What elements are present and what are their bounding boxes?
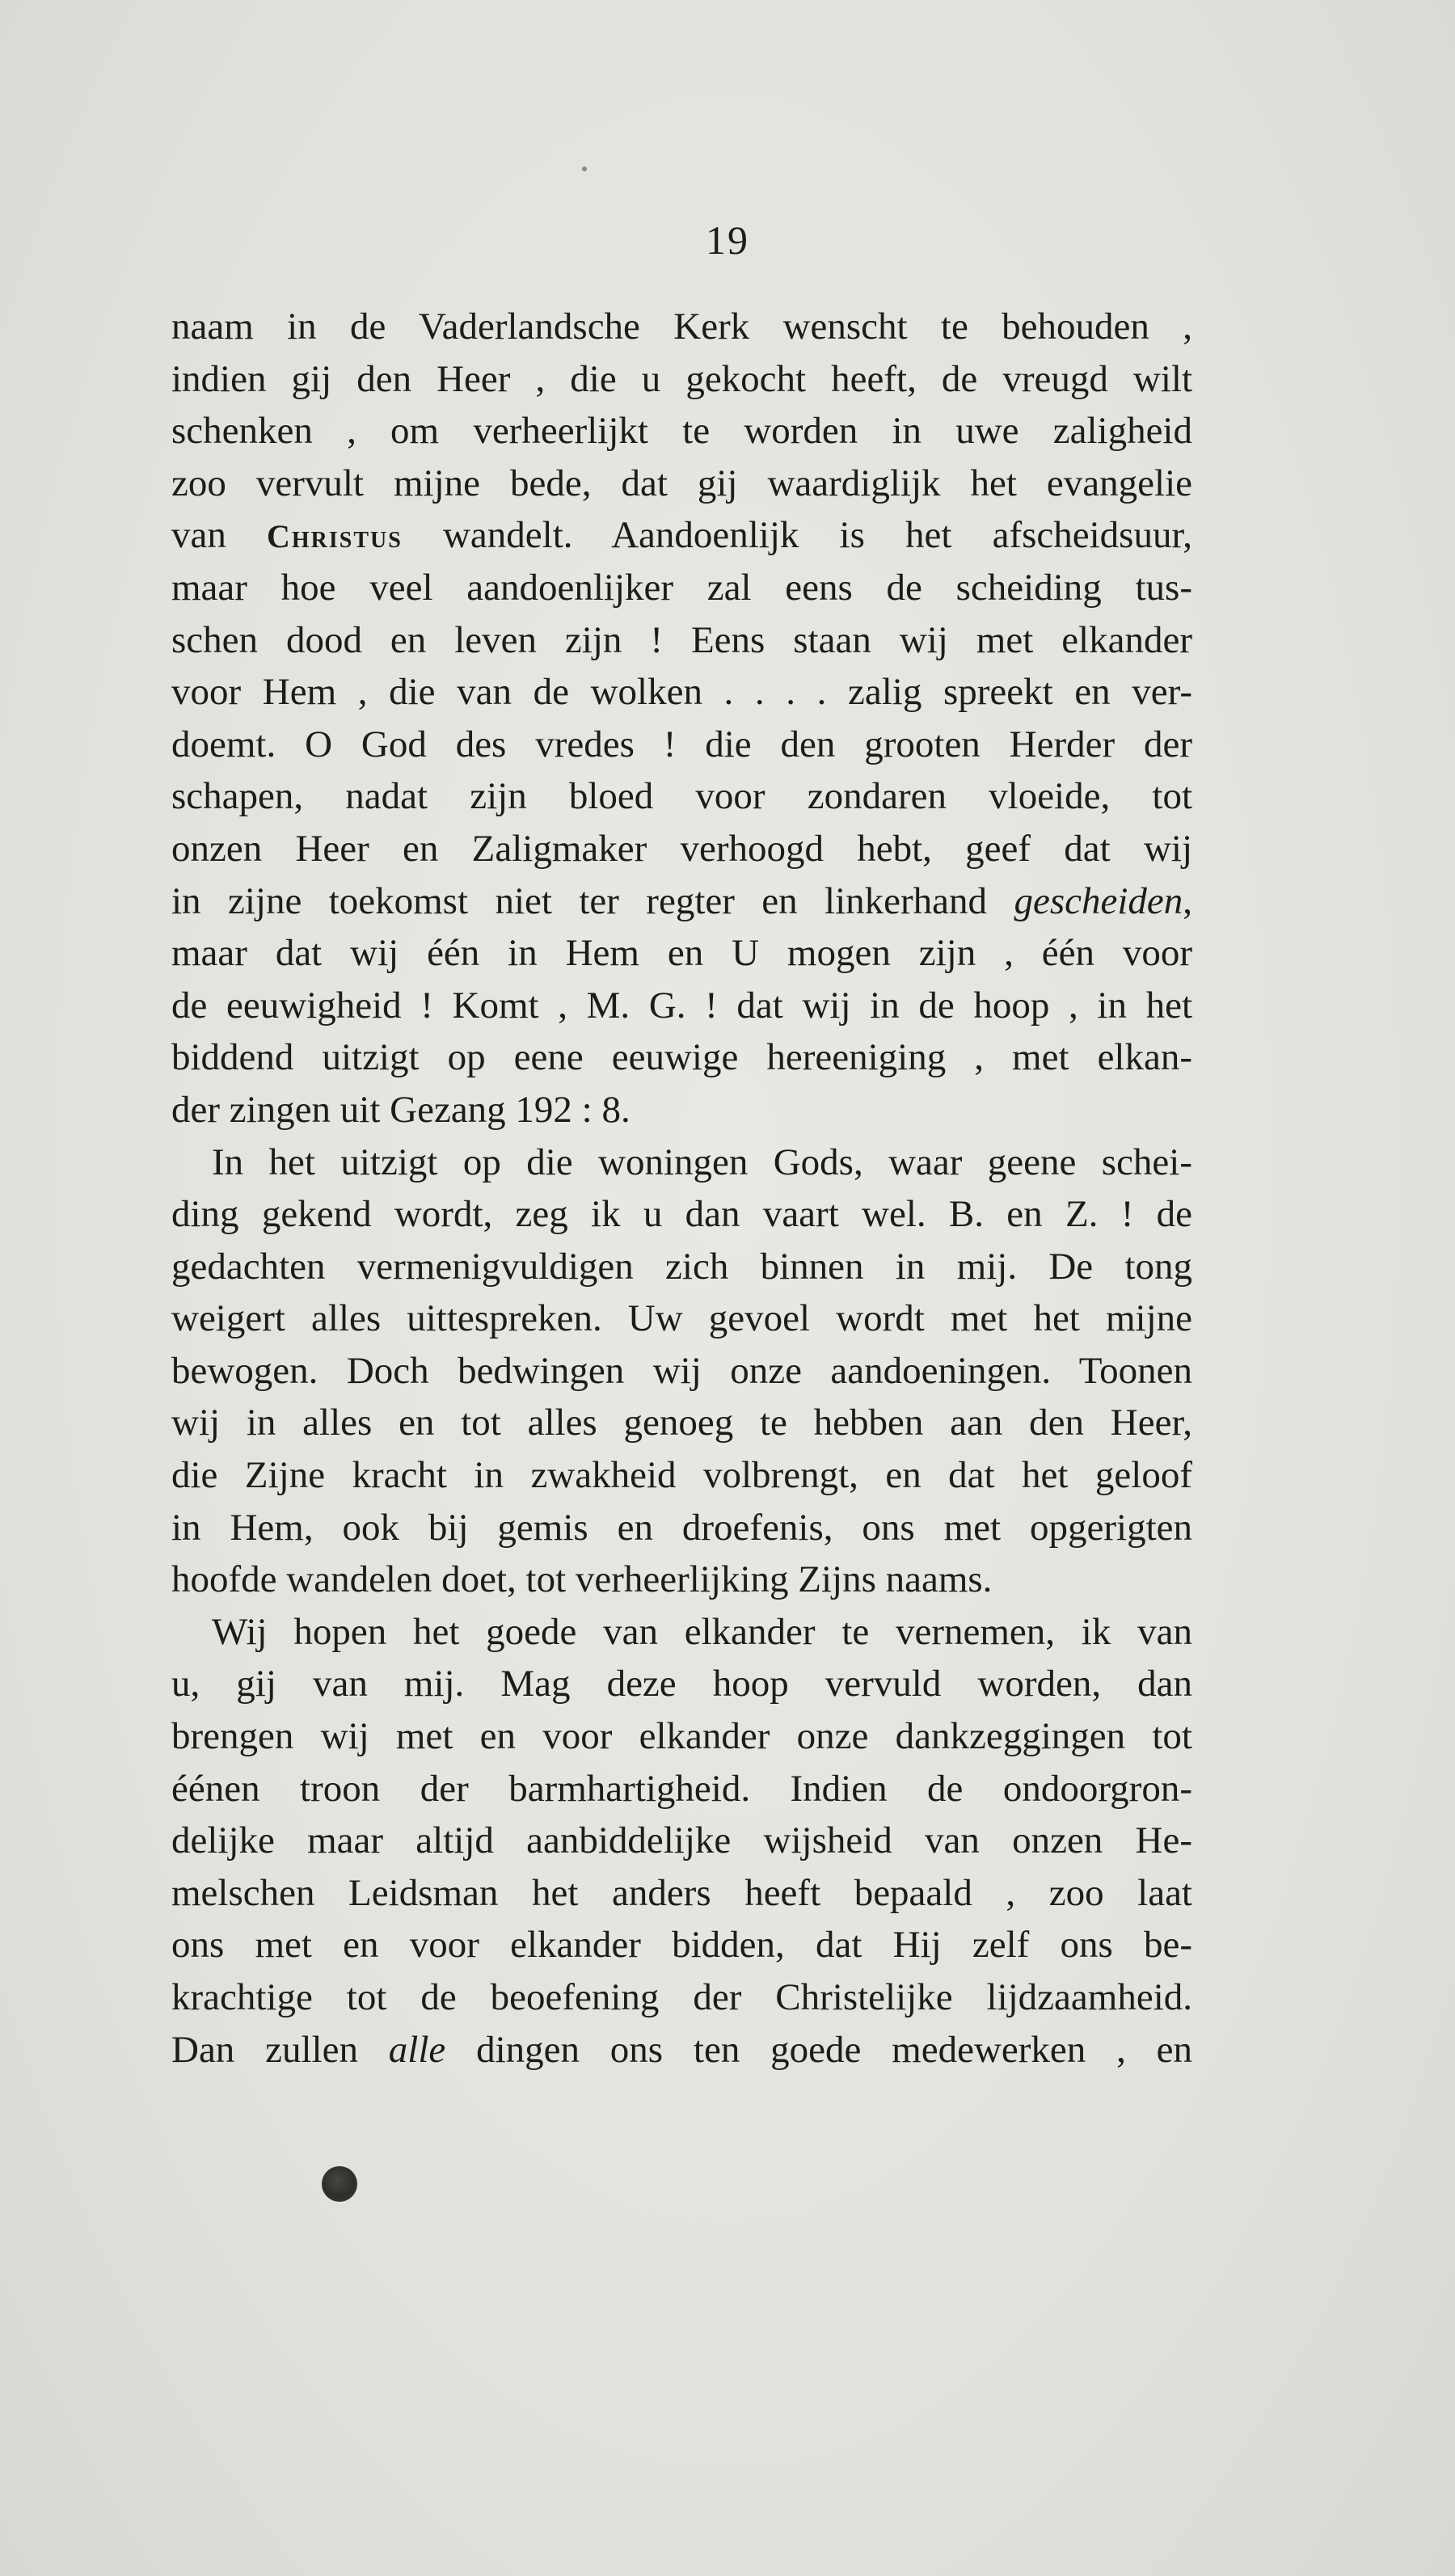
text-span: van [171, 514, 268, 557]
text-line: éénen troon der barmhartigheid. Indien de ondoorgron- [171, 1767, 1192, 1810]
text-line: Wij hopen het goede van elkander te vernemen, ik van [212, 1610, 1192, 1653]
text-line: hoofde wandelen doet, tot verheerlijking Zijns naams. [171, 1558, 993, 1601]
text-span: in zijne toekomst niet ter regter en linkerhand [171, 879, 1014, 922]
text-line: gedachten vermenigvuldigen zich binnen in mij. De tong [171, 1245, 1192, 1288]
body-text [171, 301, 1192, 2076]
text-line: In het uitzigt op die woningen Gods, waar geene schei- [212, 1140, 1192, 1183]
text-line: krachtige tot de beoefening der Christelijke lijdzaamheid. [171, 1976, 1192, 2018]
text-line: melschen Leidsman het anders heeft bepaald , zoo laat [171, 1871, 1192, 1914]
text-line: onzen Heer en Zaligmaker verhoogd hebt, geef dat wij [171, 827, 1192, 870]
small-caps-name: Christus [267, 518, 403, 555]
text-line: der zingen uit Gezang 192 : 8. [171, 1088, 630, 1131]
italic-emphasis: alle [388, 2028, 446, 2071]
italic-emphasis: gescheiden [1014, 879, 1183, 922]
text-span: dingen ons ten goede medewerken , en [445, 2028, 1192, 2071]
text-line: zoo vervult mijne bede, dat gij waardiglijk het evangelie [171, 462, 1192, 504]
text-line: de eeuwigheid ! Komt , M. G. ! dat wij in de hoop , in het [171, 984, 1192, 1027]
text-line: naam in de Vaderlandsche Kerk wenscht te behouden , [171, 306, 1192, 348]
text-line [171, 2024, 1192, 2076]
text-line: die Zijne kracht in zwakheid volbrengt, en dat het geloof [171, 1454, 1192, 1497]
text-line: maar dat wij één in Hem en U mogen zijn , één voor [171, 932, 1192, 975]
text-span: Dan zullen [171, 2028, 389, 2071]
paper-speck [582, 167, 587, 171]
text-line: bewogen. Doch bedwingen wij onze aandoeningen. Toonen [171, 1349, 1192, 1392]
text-line: voor Hem , die van de wolken . . . . zalig spreekt en ver- [171, 671, 1192, 714]
text-line: weigert alles uittespreken. Uw gevoel wordt met het mijne [171, 1297, 1192, 1340]
page-number: 19 [706, 217, 749, 263]
text-line: u, gij van mij. Mag deze hoop vervuld worden, dan [171, 1663, 1192, 1705]
text-line: schapen, nadat zijn bloed voor zondaren vloeide, tot [171, 775, 1192, 818]
text-line: brengen wij met en voor elkander onze dankzeggingen tot [171, 1715, 1192, 1758]
text-line: wij in alles en tot alles genoeg te hebben aan den Heer, [171, 1402, 1192, 1444]
text-line: ding gekend wordt, zeg ik u dan vaart wel. B. en Z. ! de [171, 1193, 1192, 1236]
text-line: indien gij den Heer , die u gekocht heeft, de vreugd wilt [171, 357, 1192, 400]
text-line: in Hem, ook bij gemis en droefenis, ons met opgerigten [171, 1506, 1192, 1549]
text-span: wandelt. Aandoenlijk is het afscheidsuur, [402, 514, 1192, 557]
text-line [171, 875, 1192, 928]
text-line: schen dood en leven zijn ! Eens staan wij met elkander [171, 618, 1192, 661]
text-line: doemt. O God des vredes ! die den grooten Herder der [171, 723, 1192, 765]
text-line: biddend uitzigt op eene eeuwige hereeniging , met elkan- [171, 1036, 1192, 1079]
text-line: maar hoe veel aandoenlijker zal eens de scheiding tus- [171, 566, 1192, 609]
text-line: ons met en voor elkander bidden, dat Hij zelf ons be- [171, 1924, 1192, 1967]
text-span: , [1183, 879, 1192, 922]
text-line: delijke maar altijd aanbiddelijke wijsheid van onzen He- [171, 1819, 1192, 1862]
printer-ornament-icon [322, 2166, 357, 2202]
text-line [171, 509, 1192, 562]
text-line: schenken , om verheerlijkt te worden in uwe zaligheid [171, 410, 1192, 453]
